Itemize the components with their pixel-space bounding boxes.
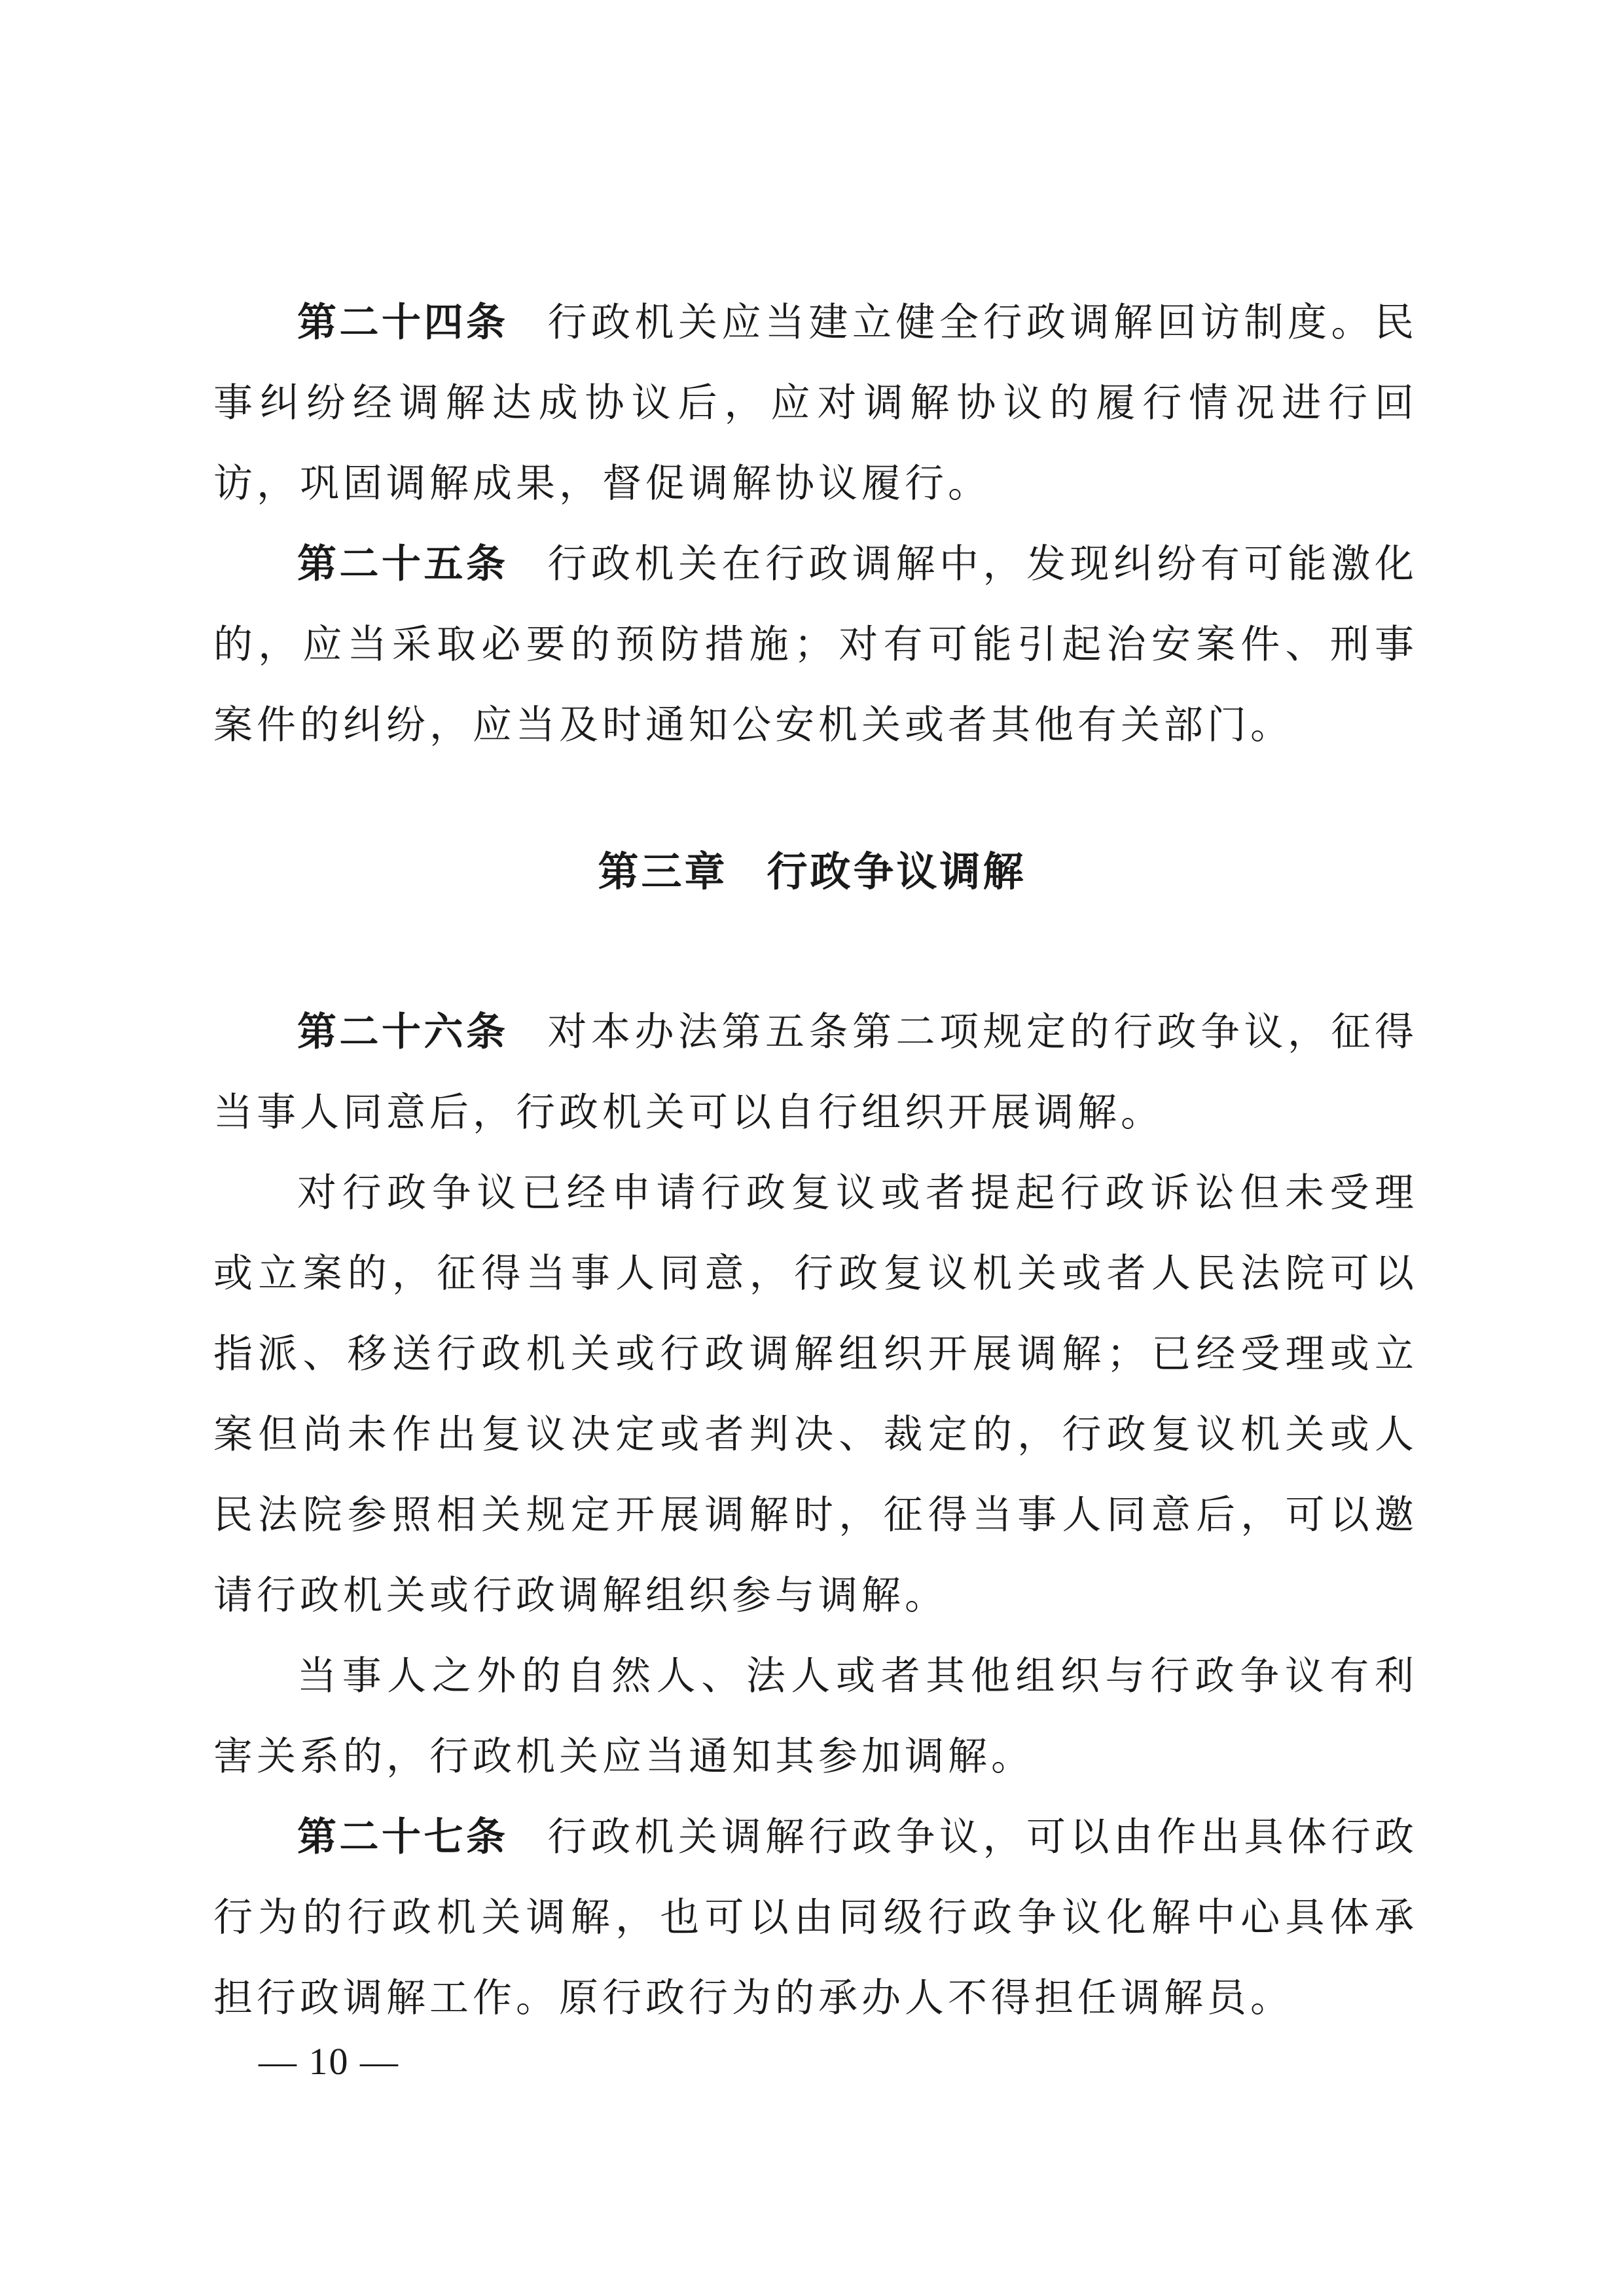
article-text: 对本办法第五条第二项规定的行政争议，征得当事人同意后，行政机关可以自行组织开展调解。 [213,1009,1418,1136]
article-26 [213,992,1418,1153]
chapter-title: 行政争议调解 [767,848,1026,895]
paragraph-text: 当事人之外的自然人、法人或者其他组织与行政争议有利害关系的，行政机关应当通知其参加调解。 [213,1653,1418,1780]
article-24 [213,283,1418,524]
article-group-bottom [213,992,1418,2039]
article-text: 行政机关应当建立健全行政调解回访制度。民事纠纷经调解达成协议后，应对调解协议的履行情况进行回访，巩固调解成果，督促调解协议履行。 [213,300,1418,507]
article-26-paragraph-3 [213,1636,1418,1797]
article-27 [213,1797,1418,2039]
page-number: — 10 — [259,2040,399,2083]
article-group-top [213,283,1418,766]
article-number: 第二十六条 [297,1009,509,1055]
article-number: 第二十七条 [297,1814,509,1860]
article-text: 行政机关在行政调解中，发现纠纷有可能激化的，应当采取必要的预防措施；对有可能引起治安案件、刑事案件的纠纷，应当及时通知公安机关或者其他有关部门。 [213,541,1418,748]
article-number: 第二十五条 [297,541,509,587]
chapter-number: 第三章 [598,848,728,895]
article-text: 行政机关调解行政争议，可以由作出具体行政行为的行政机关调解，也可以由同级行政争议化解中心具体承担行政调解工作。原行政行为的承办人不得担任调解员。 [213,1814,1418,2021]
article-number: 第二十四条 [297,300,509,346]
chapter-heading [0,839,1624,905]
article-26-paragraph-2 [213,1153,1418,1636]
article-25 [213,524,1418,766]
paragraph-text: 对行政争议已经申请行政复议或者提起行政诉讼但未受理或立案的，征得当事人同意，行政复议机关或者人民法院可以指派、移送行政机关或行政调解组织开展调解；已经受理或立案但尚未作出复议决定或者判决、裁定的，行政复议机关或人民法院参照相关规定开展调解时，征得当事人同意后，可以邀请行政机关或行政调解组织参与调解。 [213,1170,1418,1619]
